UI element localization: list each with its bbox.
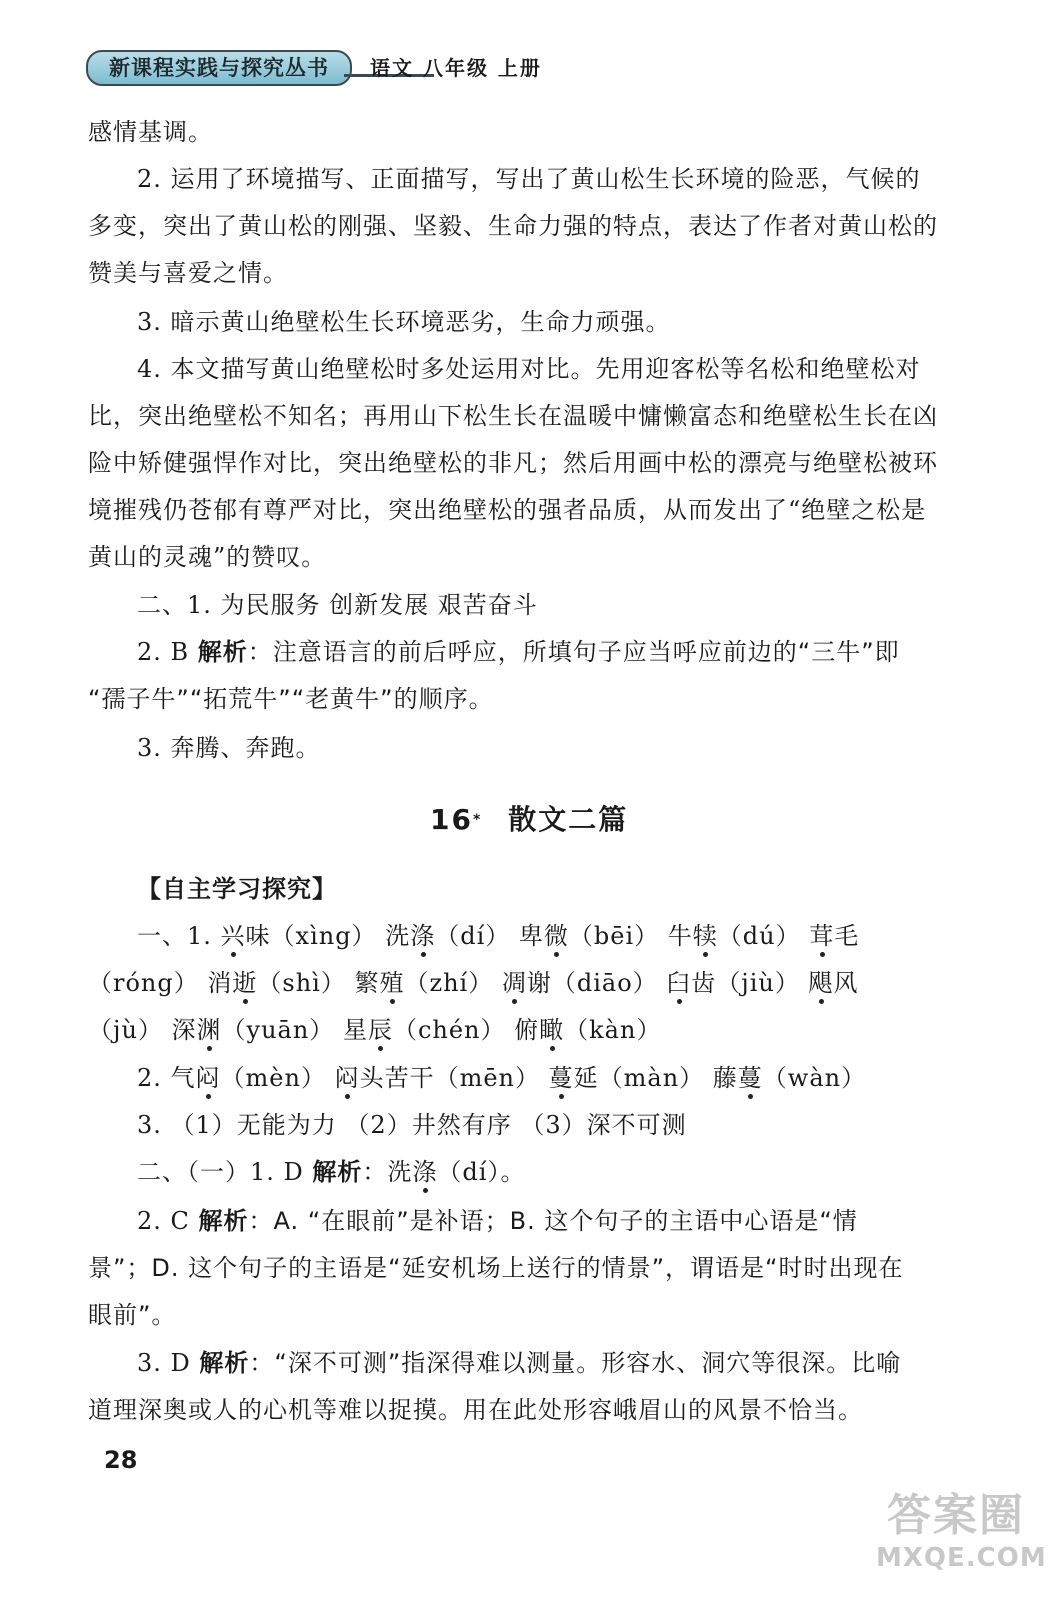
- text-line: 4. 本文描写黄山绝壁松时多处运用对比。先用迎客松等名松和绝壁松对: [137, 355, 921, 383]
- analysis-label: 解析: [198, 1207, 249, 1235]
- pinyin-text: 风: [833, 969, 859, 997]
- text-line: 险中矫健强悍作对比，突出绝壁松的非凡；然后用画中松的漂亮与绝壁松被环: [88, 449, 938, 477]
- section-name: 散文二篇: [508, 803, 629, 836]
- pinyin-text: 2. 气: [137, 1064, 196, 1092]
- analysis-label: 解析: [312, 1158, 363, 1186]
- analysis-label: 解析: [199, 1349, 250, 1377]
- dotted-char: 瞰: [539, 1016, 565, 1044]
- item-number: 2. B: [137, 638, 198, 666]
- text-line: [137, 1157, 525, 1187]
- section-number: 16: [430, 803, 473, 836]
- section-title: [430, 803, 628, 837]
- pinyin-text: （kàn）: [564, 1016, 662, 1044]
- pinyin-text: 谢（diāo）: [526, 969, 667, 997]
- pinyin-text: （shì） 繁: [257, 969, 380, 997]
- subject-label: 语文 八年级 上册: [370, 56, 542, 80]
- dotted-char: 闷: [334, 1064, 360, 1092]
- dotted-char: 犊: [692, 922, 718, 950]
- dotted-char: 涤: [412, 1158, 438, 1186]
- pinyin-line: [88, 968, 859, 998]
- dotted-char: 凋: [501, 969, 527, 997]
- text-line: [137, 1348, 901, 1378]
- text-line: 3. 奔腾、奔跑。: [137, 734, 321, 762]
- series-title: 新课程实践与探究丛书: [86, 50, 352, 86]
- pinyin-text: （dí） 卑: [435, 922, 544, 950]
- dotted-char: 蔓: [548, 1064, 574, 1092]
- pinyin-text: （róng） 消: [88, 969, 233, 997]
- pinyin-text: （zhí）: [404, 969, 502, 997]
- analysis-text: ：洗: [362, 1158, 413, 1186]
- analysis-text: ：注意语言的前后呼应，所填句子应当呼应前边的“三牛”即: [247, 638, 900, 666]
- dotted-char: 殖: [379, 969, 405, 997]
- watermark-logo: 答案圈: [887, 1490, 1025, 1541]
- pinyin-text: （bēi） 牛: [568, 922, 693, 950]
- text-line: 比，突出绝壁松不知名；再用山下松生长在温暖中慵懒富态和绝壁松生长在凶: [88, 402, 938, 430]
- text-line: 2. 运用了环境描写、正面描写，写出了黄山松生长环境的险恶，气候的: [137, 165, 921, 193]
- analysis-text: ：“深不可测”指深得难以测量。形容水、洞穴等很深。比喻: [249, 1349, 902, 1377]
- pinyin-text: （dú）: [717, 922, 810, 950]
- text-line: 二、1. 为民服务 创新发展 艰苦奋斗: [137, 591, 538, 619]
- dotted-char: 臼: [666, 969, 692, 997]
- page-header: [86, 50, 546, 84]
- item-number: 二、（一）1. D: [137, 1158, 313, 1186]
- text-line: 眼前”。: [88, 1301, 177, 1329]
- analysis-text: （dí）。: [437, 1158, 526, 1186]
- pinyin-text: （jù） 深: [88, 1016, 197, 1044]
- analysis-text: ：A. “在眼前”是补语；B. 这个句子的主语中心语是“情: [248, 1207, 858, 1235]
- text-line: 多变，突出了黄山松的刚强、坚毅、生命力强的特点，表达了作者对黄山松的: [88, 212, 938, 240]
- text-line: 黄山的灵魂”的赞叹。: [88, 543, 327, 571]
- dotted-char: 飓: [808, 969, 834, 997]
- watermark: [876, 1490, 1047, 1590]
- section-mark: *: [472, 812, 483, 828]
- pinyin-text: （mèn）: [220, 1064, 335, 1092]
- pinyin-text: 味（xìng） 洗: [245, 922, 411, 950]
- text-line: 境摧残仍苍郁有尊严对比，突出绝壁松的强者品质，从而发出了“绝壁之松是: [88, 496, 927, 524]
- text-line: [137, 1206, 858, 1236]
- text-line: 3. 暗示黄山绝壁松生长环境恶劣，生命力顽强。: [137, 308, 671, 336]
- study-heading: 【自主学习探究】: [137, 875, 337, 903]
- pinyin-line: [137, 921, 859, 951]
- page-number: 28: [104, 1446, 138, 1474]
- dotted-char: 闷: [195, 1064, 221, 1092]
- dotted-char: 涤: [410, 922, 436, 950]
- text-line: 景”；D. 这个句子的主语是“延安机场上送行的情景”，谓语是“时时出现在: [88, 1254, 904, 1282]
- item-number: 一、1.: [137, 922, 221, 950]
- item-number: 3. D: [137, 1349, 200, 1377]
- dotted-char: 茸: [809, 922, 835, 950]
- dotted-char: 蔓: [737, 1064, 763, 1092]
- pinyin-text: 延（màn） 藤: [573, 1064, 738, 1092]
- text-line: 道理深奥或人的心机等难以捉摸。用在此处形容峨眉山的风景不恰当。: [88, 1396, 863, 1424]
- text-line: 感情基调。: [88, 118, 213, 146]
- pinyin-line: [137, 1063, 866, 1093]
- pinyin-text: 齿（jiù）: [691, 969, 809, 997]
- text-line: [137, 637, 900, 667]
- dotted-char: 微: [543, 922, 569, 950]
- pinyin-line: [88, 1015, 661, 1045]
- pinyin-text: 毛: [834, 922, 860, 950]
- pinyin-text: （wàn）: [762, 1064, 867, 1092]
- pinyin-text: 头苦干（mēn）: [359, 1064, 549, 1092]
- watermark-site: MXQE.COM: [876, 1543, 1047, 1573]
- text-line: 赞美与喜爱之情。: [88, 259, 288, 287]
- text-line: “孺子牛”“拓荒牛”“老黄牛”的顺序。: [88, 685, 494, 713]
- text-line: 3. （1）无能为力 （2）井然有序 （3）深不可测: [137, 1111, 687, 1139]
- pinyin-text: （yuān） 星: [221, 1016, 368, 1044]
- analysis-label: 解析: [197, 638, 248, 666]
- dotted-char: 辰: [367, 1016, 393, 1044]
- dotted-char: 兴: [220, 922, 246, 950]
- item-number: 2. C: [137, 1207, 199, 1235]
- dotted-char: 逝: [232, 969, 258, 997]
- pinyin-text: （chén） 俯: [392, 1016, 540, 1044]
- dotted-char: 渊: [196, 1016, 222, 1044]
